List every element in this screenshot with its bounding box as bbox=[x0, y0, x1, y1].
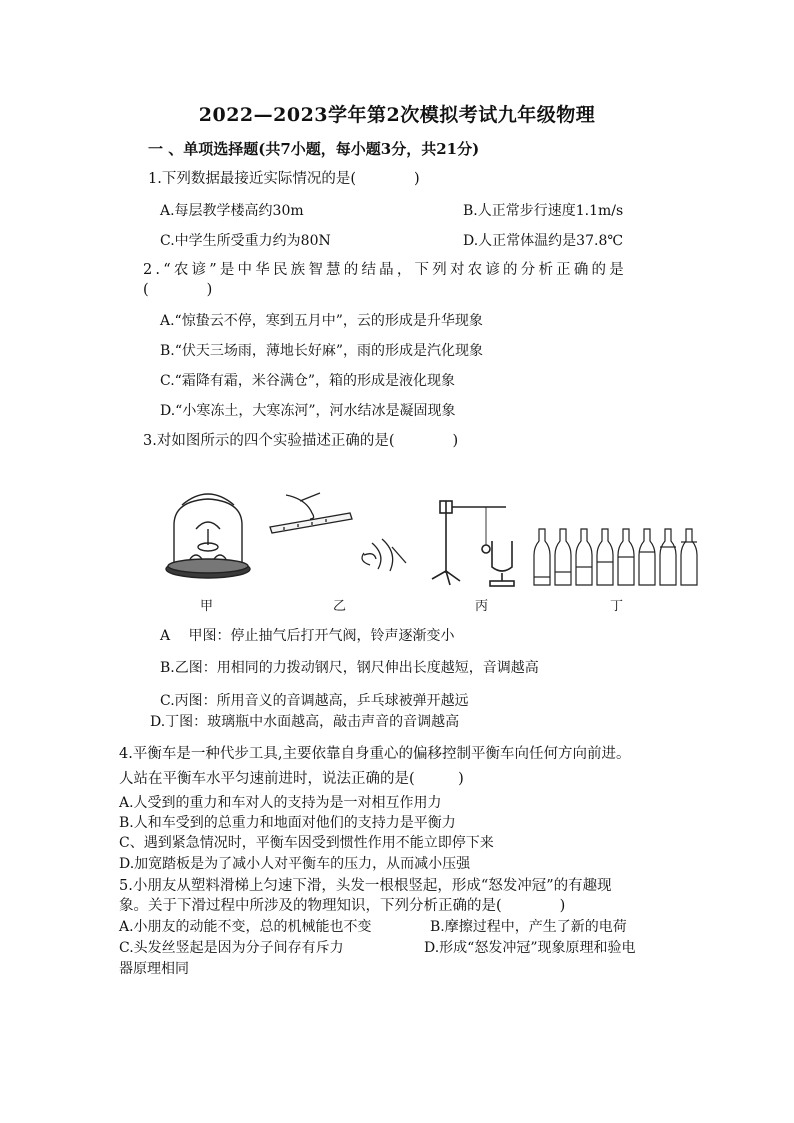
figure-label-jia: 甲 bbox=[200, 599, 214, 614]
q5-option-c: C.头发丝竖起是因为分子间存有斥力 bbox=[119, 940, 344, 956]
figure-label-yi: 乙 bbox=[333, 599, 347, 614]
bottle bbox=[639, 529, 655, 585]
question-1-stem: 1.下列数据最接近实际情况的是( ) bbox=[148, 171, 420, 187]
tuning-fork-illustration bbox=[432, 501, 514, 586]
question-4-stem: 4.平衡车是一种代步工具,主要依靠自身重心的偏移控制平衡车向任何方向前进。 bbox=[119, 746, 631, 762]
q3-option-d: D.丁图：玻璃瓶中水面越高，敲击声音的音调越高 bbox=[150, 714, 460, 730]
bottles-illustration bbox=[534, 529, 697, 585]
question-5-stem-cont: 象。关于下滑过程中所涉及的物理知识，下列分析正确的是( ) bbox=[119, 898, 566, 914]
q1-option-d: D.人正常体温约是37.8℃ bbox=[463, 233, 624, 249]
q1-option-b: B.人正常步行速度1.1m/s bbox=[463, 203, 624, 219]
q1-option-c: C.中学生所受重力约为80N bbox=[160, 233, 331, 249]
q4-option-a: A.人受到的重力和车对人的支持为是一对相互作用力 bbox=[119, 795, 442, 811]
q5-option-d: D.形成“怒发冲冠”现象原理和验电 bbox=[424, 940, 636, 956]
question-4-stem-cont: 人站在平衡车水平匀速前进时，说法正确的是( ) bbox=[119, 771, 464, 787]
bottle bbox=[597, 529, 613, 585]
q2-option-c: C.“霜降有霜，米谷满仓”，箱的形成是液化现象 bbox=[160, 373, 455, 389]
q5-option-b: B.摩擦过程中，产生了新的电荷 bbox=[430, 919, 627, 935]
ruler-illustration bbox=[270, 493, 406, 571]
bottle bbox=[555, 529, 571, 585]
q3-option-c: C.丙图：所用音义的音调越高，乒乓球被弹开越远 bbox=[160, 693, 469, 709]
q3-option-b: B.乙图：用相同的力拨动钢尺，钢尺伸出长度越短，音调越高 bbox=[160, 660, 539, 676]
figure-label-bing: 丙 bbox=[475, 599, 489, 614]
bell-jar-illustration bbox=[166, 494, 250, 578]
figure-label-ding: 丁 bbox=[610, 599, 624, 614]
question-5-stem: 5.小朋友从塑料滑梯上匀速下滑，头发一根根竖起，形成“怒发冲冠”的有趣现 bbox=[119, 878, 612, 894]
q4-option-d: D.加宽踏板是为了减小人对平衡车的压力，从而减小压强 bbox=[119, 856, 471, 872]
q2-option-b: B.“伏天三场雨，薄地长好麻”，雨的形成是汽化现象 bbox=[160, 343, 484, 359]
q5-option-a: A.小朋友的动能不变，总的机械能也不变 bbox=[119, 919, 372, 935]
q4-option-c: C、遇到紧急情况时，平衡车因受到惯性作用不能立即停下来 bbox=[119, 835, 494, 851]
question-3-stem: 3.对如图所示的四个实验描述正确的是( ) bbox=[143, 433, 459, 449]
exam-title: 2022—2023学年第2次模拟考试九年级物理 bbox=[198, 104, 596, 126]
question-2-stem: 2.“农谚”是中华民族智慧的结晶，下列对农谚的分析正确的是 bbox=[143, 262, 627, 278]
q2-option-a: A.“惊蛰云不停，寒到五月中”，云的形成是升华现象 bbox=[160, 313, 483, 329]
q5-option-d-cont: 器原理相同 bbox=[119, 961, 189, 977]
bottle bbox=[576, 529, 592, 585]
q2-option-d: D.“小寒冻土，大寒冻河”，河水结冰是凝固现象 bbox=[160, 403, 456, 419]
bottle bbox=[660, 529, 676, 585]
q3-option-a: A 甲图：停止抽气后打开气阀，铃声逐渐变小 bbox=[160, 628, 455, 644]
q1-option-a: A.每层教学楼高约30m bbox=[160, 203, 304, 219]
experiment-figure bbox=[160, 485, 708, 597]
question-2-stem-cont: ( ) bbox=[143, 282, 213, 298]
bottle bbox=[681, 529, 697, 585]
q4-option-b: B.人和车受到的总重力和地面对他们的支持力是平衡力 bbox=[119, 815, 456, 831]
section-heading: 一 、单项选择题(共7小题，每小题3分，共21分) bbox=[148, 140, 480, 158]
